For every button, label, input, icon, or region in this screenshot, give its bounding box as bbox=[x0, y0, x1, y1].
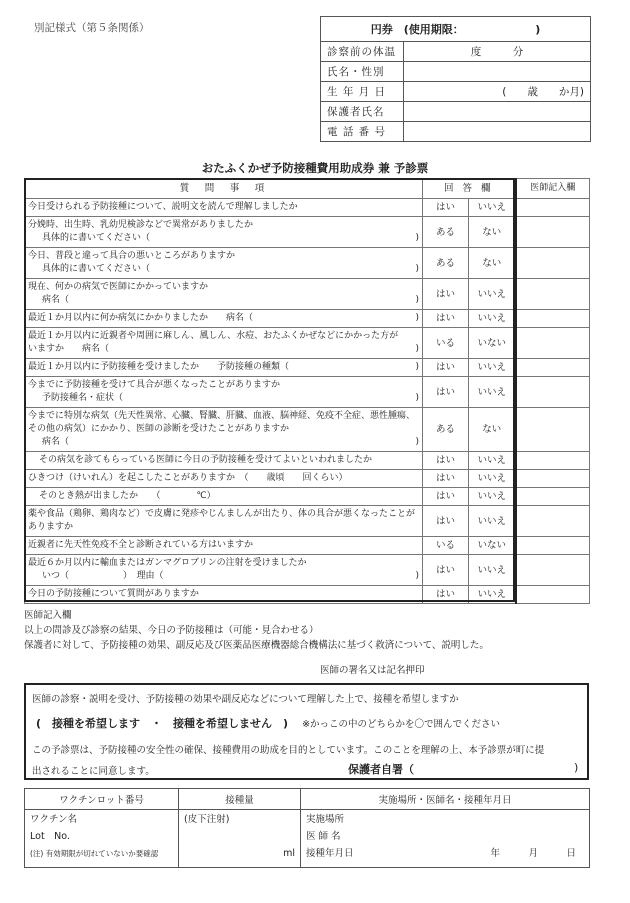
question-text bbox=[25, 328, 423, 359]
detail-prompt: 予防接種名・症状（ bbox=[42, 393, 124, 403]
name-gender-field[interactable] bbox=[404, 62, 591, 82]
doctor-column-header: 医師記入欄 bbox=[516, 179, 590, 199]
question-row bbox=[25, 310, 590, 328]
answer-no[interactable]: いいえ bbox=[469, 199, 516, 217]
question-row bbox=[25, 217, 590, 248]
detail-prompt: 病名（ bbox=[42, 295, 70, 305]
answer-no[interactable]: いない bbox=[469, 328, 516, 359]
question-detail bbox=[28, 232, 419, 245]
temperature-label: 診察前の体温 bbox=[321, 42, 404, 62]
question-text bbox=[25, 279, 423, 310]
consent-question: 医師の診察・説明を受け、予防接種の効果や副反応などについて理解した上で、接種を希望しますか bbox=[32, 694, 459, 705]
consent-statement: この予診票は、予防接種の安全性の確保、接種費用の助成を目的としています。このことを理解の上、本予診票が町に提 bbox=[32, 745, 545, 756]
answer-yes[interactable]: はい bbox=[423, 377, 469, 408]
doctor-cell[interactable] bbox=[516, 217, 590, 248]
doctor-cell[interactable] bbox=[516, 488, 590, 506]
date-fields[interactable]: 年 月 日 bbox=[490, 848, 576, 859]
answer-no[interactable]: ない bbox=[469, 248, 516, 279]
close-paren: ) bbox=[415, 437, 419, 447]
site-header: 実施場所・医師名・接種年月日 bbox=[301, 789, 590, 810]
question-detail bbox=[28, 294, 419, 307]
name-gender-label: 氏名・性別 bbox=[321, 62, 404, 82]
close-paren: ) bbox=[415, 393, 419, 403]
lot-header: ワクチンロット番号 bbox=[25, 789, 179, 810]
question-line: ありますか bbox=[28, 522, 74, 532]
vaccination-date-label: 接種年月日 bbox=[306, 848, 354, 859]
close-paren: ) bbox=[415, 295, 419, 305]
guardian-signature-field[interactable]: 保護者自署（ bbox=[348, 763, 414, 776]
detail-prompt: 具体的に書いてください（ bbox=[42, 233, 151, 243]
coupon-title: 円券 (使用期限： ) bbox=[321, 17, 591, 42]
question-text: ひきつけ（けいれん）を起こしたことがありますか （ 歳頃 回くらい） bbox=[25, 470, 423, 488]
question-row bbox=[25, 586, 590, 604]
expiry-note: (注) 有効期限が切れていないか要確認 bbox=[30, 849, 159, 858]
question-detail bbox=[28, 570, 419, 583]
answer-yes[interactable]: はい bbox=[423, 452, 469, 470]
choice-note: ※かっこの中のどちらかを〇で囲んでください bbox=[302, 719, 501, 730]
question-line: 今までに特別な病気（先天性異常、心臓、腎臓、肝臓、血液、脳神経、免疫不全症、悪性腫瘍、 bbox=[28, 411, 416, 421]
answer-no[interactable]: いいえ bbox=[469, 310, 516, 328]
answer-no[interactable]: いいえ bbox=[469, 586, 516, 604]
question-text bbox=[25, 555, 423, 586]
question-row bbox=[25, 555, 590, 586]
detail-prompt: 具体的に書いてください（ bbox=[42, 264, 151, 274]
question-text bbox=[25, 408, 423, 452]
question-detail bbox=[28, 436, 419, 449]
doctor-cell[interactable] bbox=[516, 310, 590, 328]
question-row bbox=[25, 506, 590, 537]
consent-box bbox=[24, 683, 589, 780]
answer-no[interactable]: いいえ bbox=[469, 470, 516, 488]
site-label: 実施場所 bbox=[306, 814, 345, 825]
signature-close-paren: ) bbox=[574, 761, 579, 774]
question-text bbox=[25, 506, 423, 537]
question-row bbox=[25, 359, 590, 377]
doctor-note-line: 以上の問診及び診察の結果、今日の予防接種は（可能・見合わせる） bbox=[24, 625, 319, 636]
vaccine-table bbox=[24, 788, 590, 868]
question-detail bbox=[28, 343, 419, 356]
doctor-cell[interactable] bbox=[516, 359, 590, 377]
doctor-signature-label: 医師の署名又は記名押印 bbox=[320, 665, 425, 676]
question-line: 最近１か月以内に何か病気にかかりましたか 病名（ bbox=[28, 313, 254, 323]
answer-no[interactable]: ない bbox=[469, 217, 516, 248]
close-paren: ) bbox=[415, 313, 419, 323]
question-row bbox=[25, 328, 590, 359]
close-paren: ) bbox=[415, 233, 419, 243]
question-text bbox=[25, 359, 423, 377]
doctor-cell[interactable] bbox=[516, 279, 590, 310]
question-row bbox=[25, 488, 590, 506]
vaccine-name-label: ワクチン名 bbox=[30, 814, 78, 825]
question-detail bbox=[28, 263, 419, 276]
birthdate-field[interactable]: ( 歳 か月) bbox=[404, 82, 591, 102]
detail-prompt: いつ（ ） 理由（ bbox=[42, 571, 164, 581]
injection-type: (皮下注射) bbox=[184, 814, 230, 825]
close-paren: ) bbox=[415, 264, 419, 274]
answer-header: 回 答 欄 bbox=[423, 179, 516, 199]
question-row bbox=[25, 199, 590, 217]
question-row bbox=[25, 470, 590, 488]
question-row bbox=[25, 452, 590, 470]
guardian-name-field[interactable] bbox=[404, 102, 591, 122]
consent-statement: 出されることに同意します。 bbox=[32, 766, 155, 777]
dose-header: 接種量 bbox=[179, 789, 301, 810]
answer-yes[interactable]: はい bbox=[423, 279, 469, 310]
site-cell[interactable] bbox=[301, 810, 590, 868]
coupon-table bbox=[320, 16, 591, 142]
answer-yes[interactable]: はい bbox=[423, 470, 469, 488]
answer-no[interactable]: いいえ bbox=[469, 279, 516, 310]
doctor-cell[interactable] bbox=[516, 248, 590, 279]
answer-no[interactable]: ない bbox=[469, 408, 516, 452]
questionnaire-table bbox=[24, 178, 590, 604]
question-text: 今日受けられる予防接種について、説明文を読んで理解しましたか bbox=[25, 199, 423, 217]
doctor-name-label: 医 師 名 bbox=[306, 831, 341, 842]
answer-no[interactable]: いいえ bbox=[469, 452, 516, 470]
detail-prompt: 病名（ bbox=[42, 437, 70, 447]
answer-yes[interactable]: いる bbox=[423, 537, 469, 555]
phone-label: 電 話 番 号 bbox=[321, 122, 404, 142]
question-text: その病気を診てもらっている医師に今日の予防接種を受けてよいといわれましたか bbox=[25, 452, 423, 470]
doctor-note bbox=[24, 608, 589, 653]
doctor-cell[interactable] bbox=[516, 199, 590, 217]
question-line: 薬や食品（鶏卵、鶏肉など）で皮膚に発疹やじんましんが出たり、体の具合が悪くなったことが bbox=[28, 509, 416, 519]
consent-choice[interactable] bbox=[36, 715, 500, 731]
question-line: 今までに予防接種を受けて具合が悪くなったことがありますか bbox=[28, 380, 281, 390]
doctor-cell[interactable] bbox=[516, 452, 590, 470]
doctor-cell[interactable] bbox=[516, 470, 590, 488]
question-row bbox=[25, 279, 590, 310]
question-text bbox=[25, 248, 423, 279]
question-row bbox=[25, 377, 590, 408]
answer-yes[interactable]: はい bbox=[423, 555, 469, 586]
question-row bbox=[25, 537, 590, 555]
lot-number-label: Lot No. bbox=[30, 831, 70, 842]
answer-no[interactable]: いいえ bbox=[469, 488, 516, 506]
doctor-cell[interactable] bbox=[516, 586, 590, 604]
doctor-cell[interactable] bbox=[516, 506, 590, 537]
dose-cell[interactable] bbox=[179, 810, 301, 868]
answer-no[interactable]: いいえ bbox=[469, 555, 516, 586]
doctor-cell[interactable] bbox=[516, 537, 590, 555]
close-paren: ) bbox=[415, 571, 419, 581]
answer-yes[interactable]: ある bbox=[423, 248, 469, 279]
vaccination-date-row bbox=[306, 845, 584, 862]
lot-cell[interactable] bbox=[25, 810, 179, 868]
guardian-name-label: 保護者氏名 bbox=[321, 102, 404, 122]
answer-yes[interactable]: ある bbox=[423, 217, 469, 248]
answer-yes[interactable]: ある bbox=[423, 408, 469, 452]
answer-no[interactable]: いいえ bbox=[469, 506, 516, 537]
doctor-cell[interactable] bbox=[516, 555, 590, 586]
close-paren: ) bbox=[415, 362, 419, 372]
doctor-note-heading: 医師記入欄 bbox=[24, 610, 72, 621]
answer-yes[interactable]: はい bbox=[423, 310, 469, 328]
doctor-note-line: 保護者に対して、予防接種の効果、副反応及び医薬品医療機器総合機構法に基づく救済について、説明した。 bbox=[24, 640, 489, 651]
question-line: 今日、普段と違って具合の悪いところがありますか bbox=[28, 251, 236, 261]
answer-no[interactable]: いいえ bbox=[469, 359, 516, 377]
answer-no[interactable]: いいえ bbox=[469, 377, 516, 408]
question-text bbox=[25, 377, 423, 408]
birthdate-label: 生 年 月 日 bbox=[321, 82, 404, 102]
question-line: 分娩時、出生時、乳幼児検診などで異常がありましたか bbox=[28, 220, 254, 230]
question-text: 近親者に先天性免疫不全と診断されている方はいますか bbox=[25, 537, 423, 555]
question-line: 最近１か月以内に予防接種を受けましたか 予防接種の種類（ bbox=[28, 362, 290, 372]
answer-yes[interactable]: はい bbox=[423, 359, 469, 377]
question-detail bbox=[28, 392, 419, 405]
question-text: 今日の予防接種について質問がありますか bbox=[25, 586, 423, 604]
question-line: その他の病気）にかかり、医師の診断を受けたことがありますか bbox=[28, 424, 290, 434]
answer-yes[interactable]: はい bbox=[423, 506, 469, 537]
question-line: 現在、何かの病気で医師にかかっていますか bbox=[28, 282, 209, 292]
answer-no[interactable]: いない bbox=[469, 537, 516, 555]
question-text bbox=[25, 217, 423, 248]
doctor-cell[interactable] bbox=[516, 328, 590, 359]
form-label: 別記様式（第５条関係） bbox=[34, 22, 150, 34]
question-row bbox=[25, 248, 590, 279]
close-paren: ) bbox=[415, 344, 419, 354]
doctor-cell[interactable] bbox=[516, 377, 590, 408]
question-line: 最近６か月以内に輸血またはガンマグロブリンの注射を受けましたか bbox=[28, 558, 307, 568]
question-text: そのとき熱が出ましたか （ ℃） bbox=[25, 488, 423, 506]
dose-unit: ml bbox=[283, 848, 295, 859]
doctor-cell[interactable] bbox=[516, 408, 590, 452]
phone-field[interactable] bbox=[404, 122, 591, 142]
answer-yes[interactable]: はい bbox=[423, 488, 469, 506]
detail-prompt: いますか 病名（ bbox=[28, 344, 110, 354]
choice-text[interactable]: ( 接種を希望します ・ 接種を希望しません ) bbox=[36, 717, 289, 730]
question-header: 質 問 事 項 bbox=[25, 179, 423, 199]
answer-yes[interactable]: いる bbox=[423, 328, 469, 359]
question-row bbox=[25, 408, 590, 452]
temperature-field[interactable]: 度 分 bbox=[404, 42, 591, 62]
answer-yes[interactable]: はい bbox=[423, 199, 469, 217]
question-line: 最近１か月以内に近親者や周囲に麻しん、風しん、水痘、おたふくかぜなどにかかった方が bbox=[28, 331, 399, 341]
answer-yes[interactable]: はい bbox=[423, 586, 469, 604]
question-text bbox=[25, 310, 423, 328]
page-title: おたふくかぜ予防接種費用助成券 兼 予診票 bbox=[201, 161, 429, 175]
